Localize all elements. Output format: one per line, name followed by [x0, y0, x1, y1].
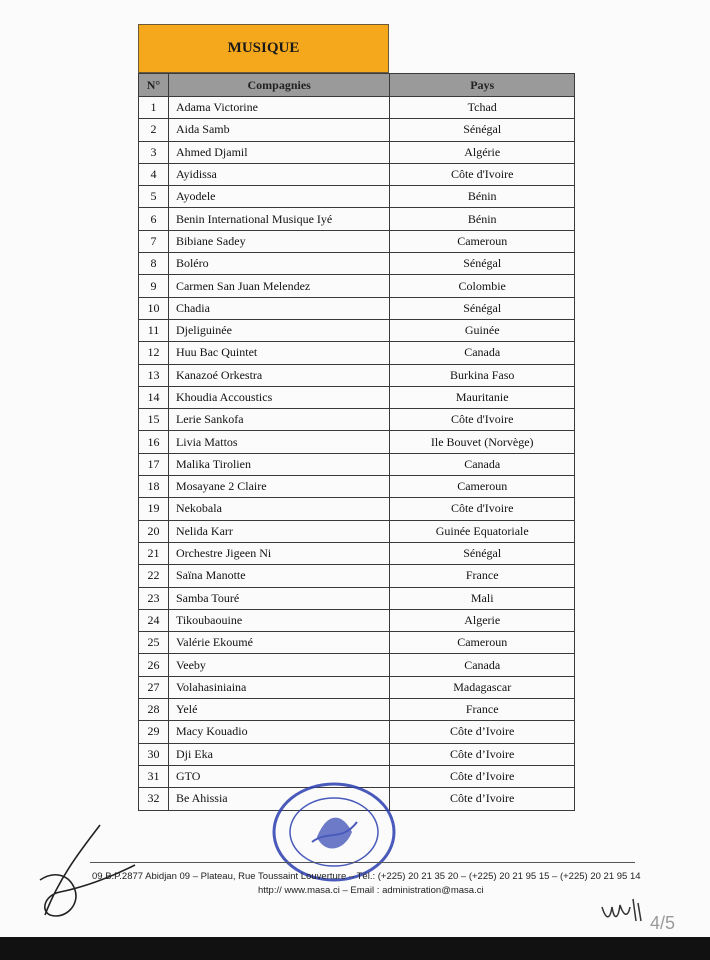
- row-country: Côte d'Ivoire: [390, 409, 575, 431]
- table-row: [139, 319, 575, 341]
- table-row: [139, 498, 575, 520]
- table-row: [139, 119, 575, 141]
- row-country: France: [390, 565, 575, 587]
- row-company: Valérie Ekoumé: [168, 632, 389, 654]
- row-country: France: [390, 699, 575, 721]
- row-country: Côte d’Ivoire: [390, 743, 575, 765]
- row-country: Burkina Faso: [390, 364, 575, 386]
- row-country: Madagascar: [390, 676, 575, 698]
- row-company: Orchestre Jigeen Ni: [168, 542, 389, 564]
- row-number: 24: [139, 609, 169, 631]
- table-row: [139, 163, 575, 185]
- row-company: Kanazoé Orkestra: [168, 364, 389, 386]
- footer-address: 09 B.P.2877 Abidjan 09 – Plateau, Rue Toussaint Louverture – Tél.: (+225) 20 21 35 20 – (+225) 20 21 95 15 – (+225) 20 21 95 14: [92, 871, 641, 882]
- row-country: Côte d'Ivoire: [390, 498, 575, 520]
- row-number: 19: [139, 498, 169, 520]
- row-company: Bibiane Sadey: [168, 230, 389, 252]
- table-row: [139, 609, 575, 631]
- footer-divider: [90, 862, 635, 863]
- row-company: Dji Eka: [168, 743, 389, 765]
- row-company: Ayidissa: [168, 163, 389, 185]
- row-number: 10: [139, 297, 169, 319]
- row-company: Veeby: [168, 654, 389, 676]
- row-company: Malika Tirolien: [168, 453, 389, 475]
- row-number: 25: [139, 632, 169, 654]
- column-header-country: Pays: [390, 74, 575, 97]
- row-country: Guinée Equatoriale: [390, 520, 575, 542]
- row-company: Saïna Manotte: [168, 565, 389, 587]
- row-company: Nekobala: [168, 498, 389, 520]
- table-row: [139, 565, 575, 587]
- row-company: Livia Mattos: [168, 431, 389, 453]
- row-country: Bénin: [390, 208, 575, 230]
- row-number: 7: [139, 230, 169, 252]
- table-row: [139, 409, 575, 431]
- table-row: [139, 431, 575, 453]
- viewer-bottom-bar: [0, 937, 710, 960]
- row-country: Cameroun: [390, 632, 575, 654]
- row-number: 26: [139, 654, 169, 676]
- table-row: [139, 542, 575, 564]
- row-number: 5: [139, 186, 169, 208]
- row-company: Mosayane 2 Claire: [168, 476, 389, 498]
- row-number: 27: [139, 676, 169, 698]
- row-number: 21: [139, 542, 169, 564]
- row-country: Sénégal: [390, 297, 575, 319]
- table-row: [139, 342, 575, 364]
- row-country: Colombie: [390, 275, 575, 297]
- section-title: MUSIQUE: [138, 24, 389, 73]
- table-row: [139, 386, 575, 408]
- table-row: [139, 632, 575, 654]
- row-country: Côte d'Ivoire: [390, 163, 575, 185]
- table-row: [139, 297, 575, 319]
- row-country: Mauritanie: [390, 386, 575, 408]
- table-row: [139, 253, 575, 275]
- row-company: GTO: [168, 765, 389, 787]
- row-country: Canada: [390, 342, 575, 364]
- row-number: 4: [139, 163, 169, 185]
- table-row: [139, 699, 575, 721]
- page-number: 4/5: [650, 913, 676, 933]
- table-header-row: [139, 74, 575, 97]
- row-country: Sénégal: [390, 542, 575, 564]
- row-country: Côte d’Ivoire: [390, 788, 575, 810]
- table-row: [139, 141, 575, 163]
- row-country: Côte d’Ivoire: [390, 721, 575, 743]
- row-number: 32: [139, 788, 169, 810]
- row-number: 3: [139, 141, 169, 163]
- row-country: Bénin: [390, 186, 575, 208]
- table-row: [139, 476, 575, 498]
- row-country: Sénégal: [390, 119, 575, 141]
- row-number: 6: [139, 208, 169, 230]
- row-company: Huu Bac Quintet: [168, 342, 389, 364]
- row-company: Be Ahissia: [168, 788, 389, 810]
- row-country: Cameroun: [390, 230, 575, 252]
- row-company: Adama Victorine: [168, 97, 389, 119]
- table-row: [139, 676, 575, 698]
- row-company: Nelida Karr: [168, 520, 389, 542]
- row-number: 11: [139, 319, 169, 341]
- row-country: Cameroun: [390, 476, 575, 498]
- row-number: 1: [139, 97, 169, 119]
- row-company: Ayodele: [168, 186, 389, 208]
- table-row: [139, 654, 575, 676]
- table-row: [139, 97, 575, 119]
- row-number: 18: [139, 476, 169, 498]
- row-number: 17: [139, 453, 169, 475]
- row-number: 22: [139, 565, 169, 587]
- table-row: [139, 520, 575, 542]
- row-country: Algérie: [390, 141, 575, 163]
- row-country: Canada: [390, 453, 575, 475]
- row-company: Ahmed Djamil: [168, 141, 389, 163]
- row-number: 9: [139, 275, 169, 297]
- row-number: 23: [139, 587, 169, 609]
- row-country: Ile Bouvet (Norvège): [390, 431, 575, 453]
- row-number: 13: [139, 364, 169, 386]
- row-country: Canada: [390, 654, 575, 676]
- row-number: 12: [139, 342, 169, 364]
- row-number: 29: [139, 721, 169, 743]
- row-country: Tchad: [390, 97, 575, 119]
- row-country: Côte d’Ivoire: [390, 765, 575, 787]
- row-company: Benin International Musique Iyé: [168, 208, 389, 230]
- row-company: Carmen San Juan Melendez: [168, 275, 389, 297]
- row-company: Tikoubaouine: [168, 609, 389, 631]
- column-header-companies: Compagnies: [168, 74, 389, 97]
- row-number: 31: [139, 765, 169, 787]
- row-company: Boléro: [168, 253, 389, 275]
- row-company: Djeliguinée: [168, 319, 389, 341]
- column-header-number: N°: [139, 74, 169, 97]
- row-company: Volahasiniaina: [168, 676, 389, 698]
- row-number: 30: [139, 743, 169, 765]
- row-country: Guinée: [390, 319, 575, 341]
- row-number: 8: [139, 253, 169, 275]
- row-number: 15: [139, 409, 169, 431]
- table-row: [139, 587, 575, 609]
- table-row: [139, 743, 575, 765]
- official-stamp: [272, 782, 397, 882]
- initials-mark: [600, 895, 645, 925]
- table-row: [139, 721, 575, 743]
- row-number: 2: [139, 119, 169, 141]
- row-number: 28: [139, 699, 169, 721]
- row-country: Sénégal: [390, 253, 575, 275]
- table-row: [139, 186, 575, 208]
- row-company: Khoudia Accoustics: [168, 386, 389, 408]
- row-company: Chadia: [168, 297, 389, 319]
- row-company: Macy Kouadio: [168, 721, 389, 743]
- row-number: 14: [139, 386, 169, 408]
- companies-table: [138, 73, 575, 811]
- table-row: [139, 230, 575, 252]
- row-company: Lerie Sankofa: [168, 409, 389, 431]
- footer-web: http:// www.masa.ci – Email : administration@masa.ci: [258, 885, 484, 896]
- table-row: [139, 364, 575, 386]
- row-company: Samba Touré: [168, 587, 389, 609]
- table-row: [139, 275, 575, 297]
- table-row: [139, 208, 575, 230]
- row-company: Yelé: [168, 699, 389, 721]
- row-number: 20: [139, 520, 169, 542]
- table-row: [139, 453, 575, 475]
- row-country: Algerie: [390, 609, 575, 631]
- row-number: 16: [139, 431, 169, 453]
- table-body: [139, 97, 575, 811]
- row-country: Mali: [390, 587, 575, 609]
- row-company: Aida Samb: [168, 119, 389, 141]
